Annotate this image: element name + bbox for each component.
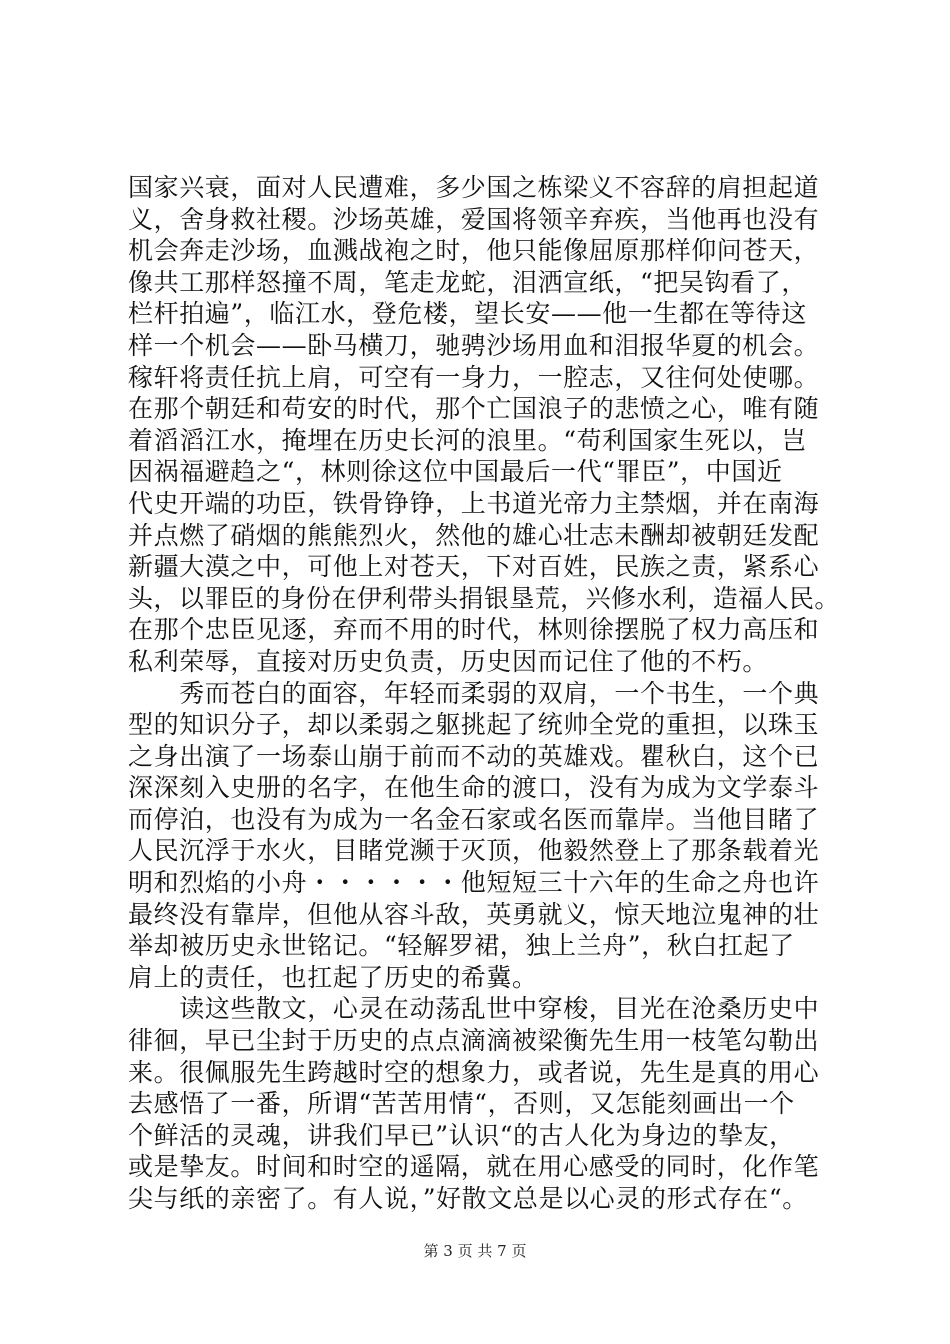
text-line: 深深刻入史册的名字，在他生命的渡口，没有为成为文学泰斗 [128, 773, 820, 803]
document-body [128, 172, 840, 1215]
text-line: 肩上的责任，也扛起了历史的希冀。 [128, 962, 538, 992]
text-line: 或是挚友。时间和时空的遥隔，就在用心感受的同时，化作笔 [128, 1152, 820, 1182]
text-line: 在那个忠臣见逐，弃而不用的时代，林则徐摆脱了权力高压和 [128, 615, 820, 645]
text-line: 来。很佩服先生跨越时空的想象力，或者说，先生是真的用心 [128, 1057, 820, 1087]
text-line: 稼轩将责任抗上肩，可空有一身力，一腔志，又往何处使哪。 [128, 362, 820, 392]
page-footer: 第 3 页 共 7 页 [423, 1242, 527, 1260]
text-line: 型的知识分子，却以柔弱之躯挑起了统帅全党的重担，以珠玉 [128, 710, 820, 740]
text-line: 个鲜活的灵魂，讲我们早已”认识“的古人化为身边的挚友， [128, 1120, 795, 1150]
text-line: 去感悟了一番，所谓“苦苦用情“，否则，又怎能刻画出一个 [128, 1089, 795, 1119]
text-line: 在那个朝廷和苟安的时代，那个亡国浪子的悲愤之心，唯有随 [128, 394, 820, 424]
text-line: 人民沉浮于水火，目睹党濒于灭顶，他毅然登上了那条载着光 [128, 836, 820, 866]
text-line: 读这些散文，心灵在动荡乱世中穿梭，目光在沧桑历史中 [128, 994, 820, 1024]
text-line: 头，以罪臣的身份在伊利带头捐银垦荒，兴修水利，造福人民。 [128, 583, 840, 613]
text-line: 样一个机会——卧马横刀，驰骋沙场用血和泪报华夏的机会。 [128, 330, 820, 360]
text-line: 国家兴衰，面对人民遭难，多少国之栋梁义不容辞的肩担起道 [128, 173, 820, 202]
text-line: 最终没有靠岸，但他从容斗敌，英勇就义，惊天地泣鬼神的壮 [128, 899, 820, 929]
text-line: 像共工那样怒撞不周，笔走龙蛇，泪洒宣纸，“把吴钩看了， [128, 267, 807, 297]
text-line: 义，舍身救社稷。沙场英雄，爱国将领辛弃疾，当他再也没有 [128, 204, 820, 234]
text-line: 徘徊，早已尘封于历史的点点滴滴被梁衡先生用一枝笔勾勒出 [128, 1026, 820, 1056]
text-line: 并点燃了硝烟的熊熊烈火，然他的雄心壮志未酬却被朝廷发配 [128, 520, 820, 550]
text-line: 而停泊，也没有为成为一名金石家或名医而靠岸。当他目睹了 [128, 804, 820, 834]
text-line: 机会奔走沙场，血溅战袍之时，他只能像屈原那样仰问苍天， [128, 236, 820, 266]
text-line: 尖与纸的亲密了。有人说，”好散文总是以心灵的形式存在“。 [128, 1184, 808, 1213]
text-line: 因祸福避趋之“，林则徐这位中国最后一代“罪臣”，中国近 [128, 457, 783, 487]
text-line: 栏杆拍遍”，临江水，登危楼，望长安——他一生都在等待这 [128, 299, 807, 329]
text-line: 秀而苍白的面容，年轻而柔弱的双肩，一个书生，一个典 [128, 678, 820, 708]
text-line: 私利荣辱，直接对历史负责，历史因而记住了他的不朽。 [128, 646, 769, 676]
text-line: 明和烈焰的小舟・・・・・・他短短三十六年的生命之舟也许 [128, 868, 820, 898]
text-line: 着滔滔江水，掩埋在历史长河的浪里。“苟利国家生死以，岂 [128, 425, 807, 455]
text-line: 举却被历史永世铭记。“轻解罗裙，独上兰舟”，秋白扛起了 [128, 931, 795, 961]
text-line: 代史开端的功臣，铁骨铮铮，上书道光帝力主禁烟，并在南海 [128, 488, 820, 518]
text-line: 新疆大漠之中，可他上对苍天，下对百姓，民族之责，紧系心 [128, 552, 820, 582]
text-line: 之身出演了一场泰山崩于前而不动的英雄戏。瞿秋白，这个已 [128, 741, 820, 771]
